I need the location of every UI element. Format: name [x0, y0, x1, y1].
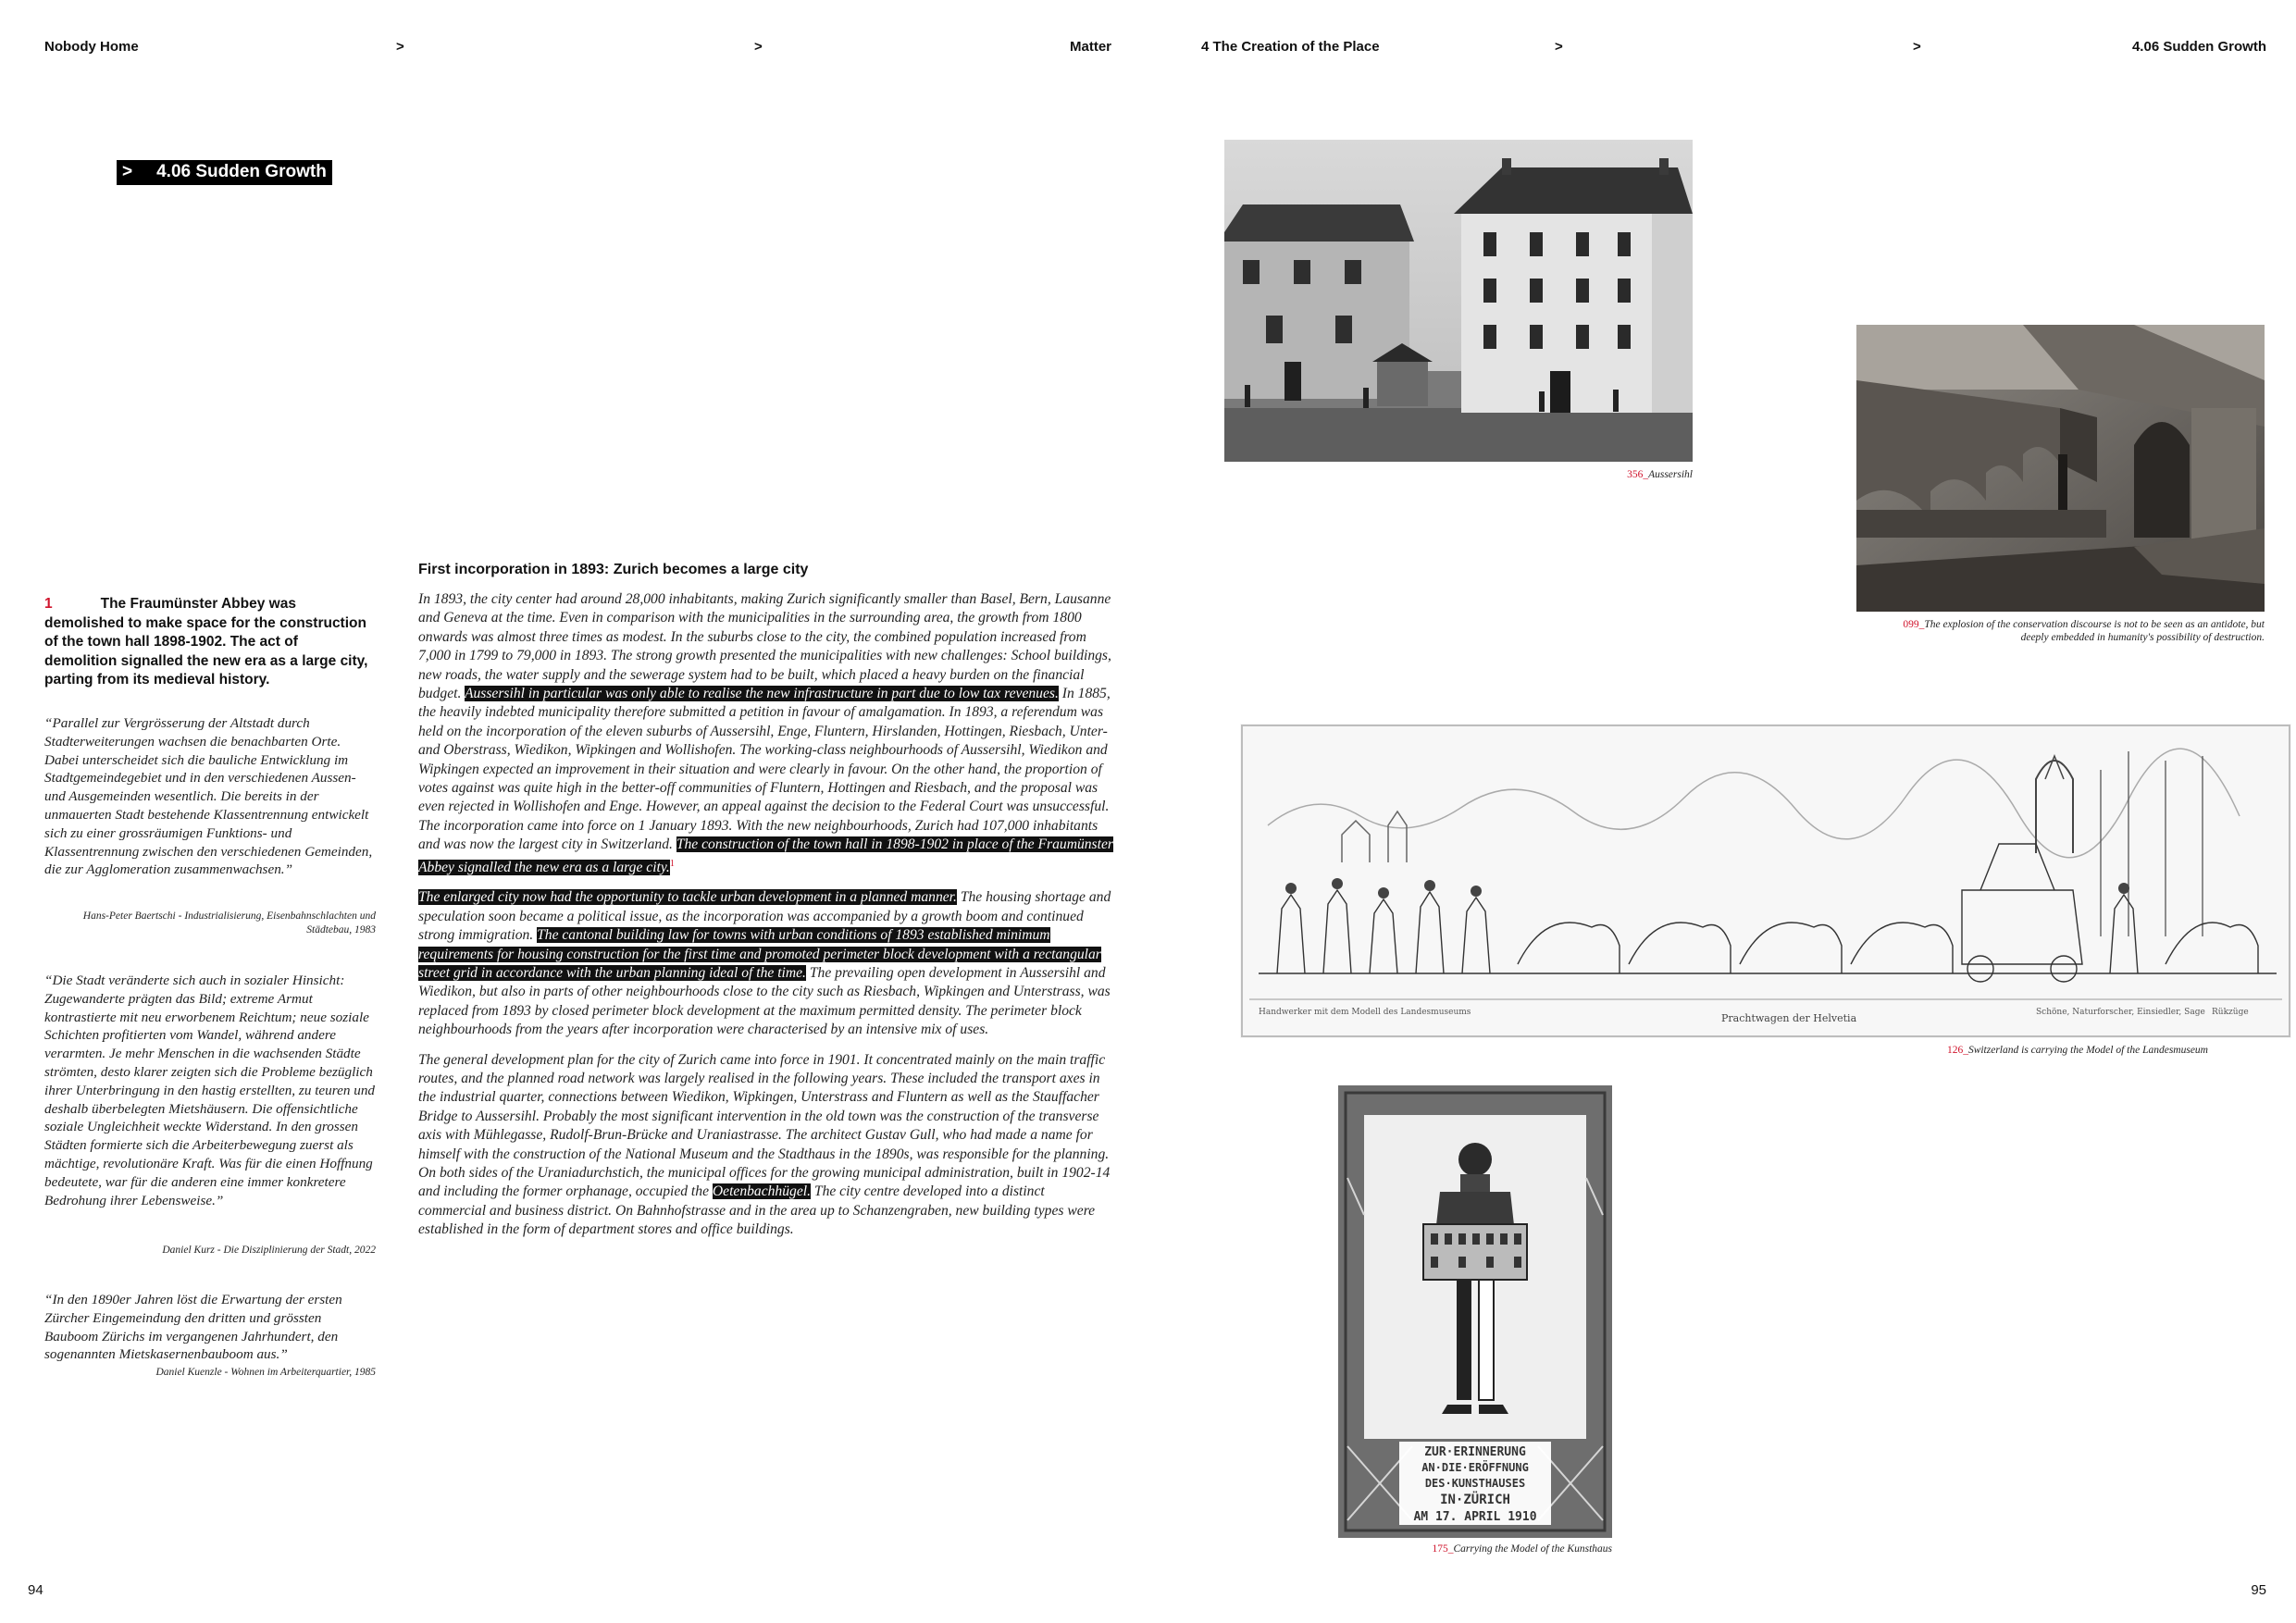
poster-line: AN·DIE·ERÖFFNUNG	[1421, 1461, 1529, 1474]
paragraph	[418, 888, 1114, 1039]
text-run: The general development plan for the city of Zurich came into force in 1901. It concentrated mainly on the main traffic routes, and the planned road network was largely realised in the following years. These included the transport axes in the industrial quarter, connections between Wiedikon, Wipkingen, Unterstrass and Fluntern as well as the Stauffacher Bridge to Aussersihl. Probably the most significant intervention in the old town was the construction of the transverse axis with Mühlegasse, Rudolf-Brun-Brücke and Uraniastrasse. The architect Gustav Gull, who had made a name for himself with the construction of the National Museum and the Stadthaus in the 1890s, was responsible for the planning. On both sides of the Uraniadurchstich, the municipal offices for the growing municipal administration, built in 1902-14 and including the former orphanage, occupied the	[418, 1051, 1111, 1200]
highlight: Oetenbachhügel.	[712, 1183, 811, 1200]
header-separator: >	[396, 39, 404, 55]
chevron-icon: >	[122, 162, 133, 181]
figure-number: 356_	[1627, 469, 1649, 480]
caption-text: deeply embedded in humanity's possibility of destruction.	[2020, 632, 2265, 643]
text-run: The prevailing open development in Aussersihl and Wiedikon, but also in parts of other neighbourhoods close to the city such as Riesbach, Wipkingen and Unterstrass, was replaced from 1893 by closed perimeter block development at the maximum permitted density. The perimeter block neighbourhoods from the years after incorporation were characterised by an intensive mix of uses.	[418, 964, 1111, 1038]
figure-number: 099_	[1903, 619, 1925, 630]
page-number-right: 95	[2251, 1582, 2266, 1598]
figure-caption	[1338, 1542, 1612, 1555]
poster-line: IN·ZÜRICH	[1440, 1493, 1510, 1507]
footnote-note	[44, 595, 374, 690]
drawing-caption-far-right: Rükzüge	[2212, 1008, 2249, 1017]
page-number-left: 94	[28, 1582, 43, 1598]
caption-text: Switzerland is carrying the Model of the Landesmuseum	[1967, 1045, 2208, 1056]
figure-caption	[1240, 1044, 2208, 1057]
poster-line: AM 17. APRIL 1910	[1413, 1510, 1537, 1524]
drawing-caption-left: Handwerker mit dem Modell des Landesmuseums	[1259, 1008, 1471, 1017]
header-separator: >	[1913, 39, 1921, 55]
highlight: The construction of the town hall in 1898-1902 in place of the Fraumünster Abbey signalled the new era as a large city.	[418, 836, 1113, 875]
highlight: The cantonal building law for towns with urban conditions of 1893 established minimum requirements for housing construction for the first time and promoted perimeter block development with a rectangular street grid in accordance with the urban planning ideal of the time.	[418, 927, 1101, 981]
quote-kurz: “Die Stadt veränderte sich auch in sozialer Hinsicht: Zugewanderte prägten das Bild; extreme Armut kontrastierte mit neu erworbenem Reichtum; neue soziale Schichten profitierten vom Wandel, während andere verarmten. Je mehr Menschen in die wachsenden Städte strömten, desto klarer zeigten sich die Probleme bezüglich ihrer Unterbringung in den hastig erstellten, zu teuren und deshalb überbelegten Mietshäusern. Die offensichtliche soziale Ungleichheit weckte Widerstand. In den grossen Städten formierte sich die Arbeiterbewegung zuerst als mächtige, revolutionäre Kraft. Was für die einen Hoffnung bedeutete, war für die anderen eine immer konkretere Bedrohung ihrer Lebensweise.”	[44, 973, 376, 1208]
caption-text: The explosion of the conservation discourse is not to be seen as an antidote, but	[1924, 619, 2265, 630]
quote-citation: Hans-Peter Baertschi - Industrialisierung, Eisenbahnschlachten und Städtebau, 1983	[82, 911, 376, 935]
photo-aussersihl	[1224, 140, 1693, 462]
header-subsection: 4.06 Sudden Growth	[2131, 39, 2266, 55]
header-book-title: Nobody Home	[44, 39, 139, 55]
article-heading: First incorporation in 1893: Zurich becomes a large city	[418, 562, 809, 577]
quote-citation: Daniel Kurz - Die Disziplinierung der Stadt, 2022	[162, 1245, 376, 1256]
caption-text: Aussersihl	[1648, 469, 1693, 480]
text-run: The housing shortage and speculation soon became a political issue, as the incorporation was accompanied by a growth boom and continued strong immigration.	[418, 889, 1111, 944]
article-body	[418, 590, 1114, 1251]
text-run: In 1893, the city center had around 28,000 inhabitants, making Zurich significantly smaller than Basel, Bern, Lausanne and Geneva at the time. Even in comparison with the municipalities in the surrounding area, the growth from 1800 onwards was almost three times as modest. In the suburbs close to the city, the combined population increased from 7,000 in 1799 to 79,000 in 1893. The strong growth presented the municipalities with new challenges: School buildings, new roads, the water supply and the sewerage system had to be built, which placed a heavy burden on the financial budget.	[418, 591, 1111, 702]
photo-ruins	[1856, 325, 2265, 612]
header-section: Matter	[1070, 39, 1112, 55]
poster-line: DES·KUNSTHAUSES	[1424, 1477, 1526, 1490]
caption-text: Carrying the Model of the Kunsthaus	[1453, 1543, 1612, 1555]
figure-number: 126_	[1946, 1045, 1968, 1056]
drawing-caption-center: Prachtwagen der Helvetia	[1721, 1012, 1857, 1024]
text-run: In 1885, the heavily indebted municipality therefore submitted a petition in favour of amalgamation. In 1893, a referendum was held on the incorporation of the eleven suburbs of Aussersihl, Enge, Fluntern, Hirslanden, Hottingen, Riesbach, Unter- and Oberstrass, Wiedikon, Wipkingen and Wollishofen. The working-class neighbourhoods of Aussersihl, Wiedikon and Wipkingen expected an improvement in their situation and were clearly in favour. On the other hand, the proportion of votes against was quite high in the better-off communities of Fluntern, Hottingen and Riesbach, and the proposal was even rejected in Wollishofen and Enge. However, an appeal against the decision to the Federal Court was unsuccessful. The incorporation came into force on 1 January 1893. With the new neighbourhoods, Zurich had 107,000 inhabitants and was now the largest city in Switzerland.	[418, 686, 1111, 853]
figure-caption	[1758, 618, 2265, 644]
paragraph	[418, 590, 1114, 877]
section-title-badge	[117, 160, 332, 185]
drawing-caption-right: Schöne, Naturforscher, Einsiedler, Sage	[2036, 1008, 2205, 1017]
quote-baertschi: “Parallel zur Vergrösserung der Altstadt durch Stadterweiterungen wachsen die benachbarten Orte. Dabei unterscheidet sich die bauliche Entwicklung im Stadtgemeindegebiet und in den verschiedenen Aussen- und Ausgemeinden wesentlich. Die bereits in der unmauerten Stadt bestehende Klassentrennung entwickelt sich zu einer grossräumigen Funktions- und Klassentrennung zwischen den verschiedenen Gemeinden, die zur Agglomeration zusammenwachsen.”	[44, 715, 373, 878]
figure-caption	[1224, 468, 1693, 481]
quote-citation: Daniel Kuenzle - Wohnen im Arbeiterquartier, 1985	[155, 1367, 376, 1378]
highlight: Aussersihl in particular was only able to realise the new infrastructure in part due to low tax revenues.	[464, 686, 1059, 702]
header-separator: >	[1555, 39, 1563, 55]
highlight: The enlarged city now had the opportunity to tackle urban development in a planned manner.	[418, 889, 957, 906]
footnote-number: 1	[44, 596, 53, 612]
header-chapter: 4 The Creation of the Place	[1201, 39, 1380, 55]
footnote-ref[interactable]: 1	[669, 858, 675, 869]
figure-number: 175_	[1432, 1543, 1454, 1555]
paragraph	[418, 1051, 1114, 1240]
poster-kunsthaus	[1338, 1085, 1612, 1538]
drawing-procession	[1240, 724, 2291, 1038]
section-title: 4.06 Sudden Growth	[156, 162, 327, 181]
poster-line: ZUR·ERINNERUNG	[1424, 1445, 1526, 1459]
header-separator: >	[754, 39, 763, 55]
text-run: The city centre developed into a distinct commercial and business district. On Bahnhofstrasse and in the area up to Schanzengraben, new building types were established in the form of department stores and office buildings.	[418, 1183, 1096, 1238]
footnote-text: The Fraumünster Abbey was demolished to make space for the construction of the town hall 1898-1902. The act of demolition signalled the new era as a large city, parting from its medieval history.	[44, 596, 368, 688]
quote-kuenzle: “In den 1890er Jahren löst die Erwartung der ersten Zürcher Eingemeindung den dritten und grössten Bauboom Zürichs im vergangenen Jahrhundert, den sogenannten Mietskasernenbauboom aus.”	[44, 1292, 342, 1363]
